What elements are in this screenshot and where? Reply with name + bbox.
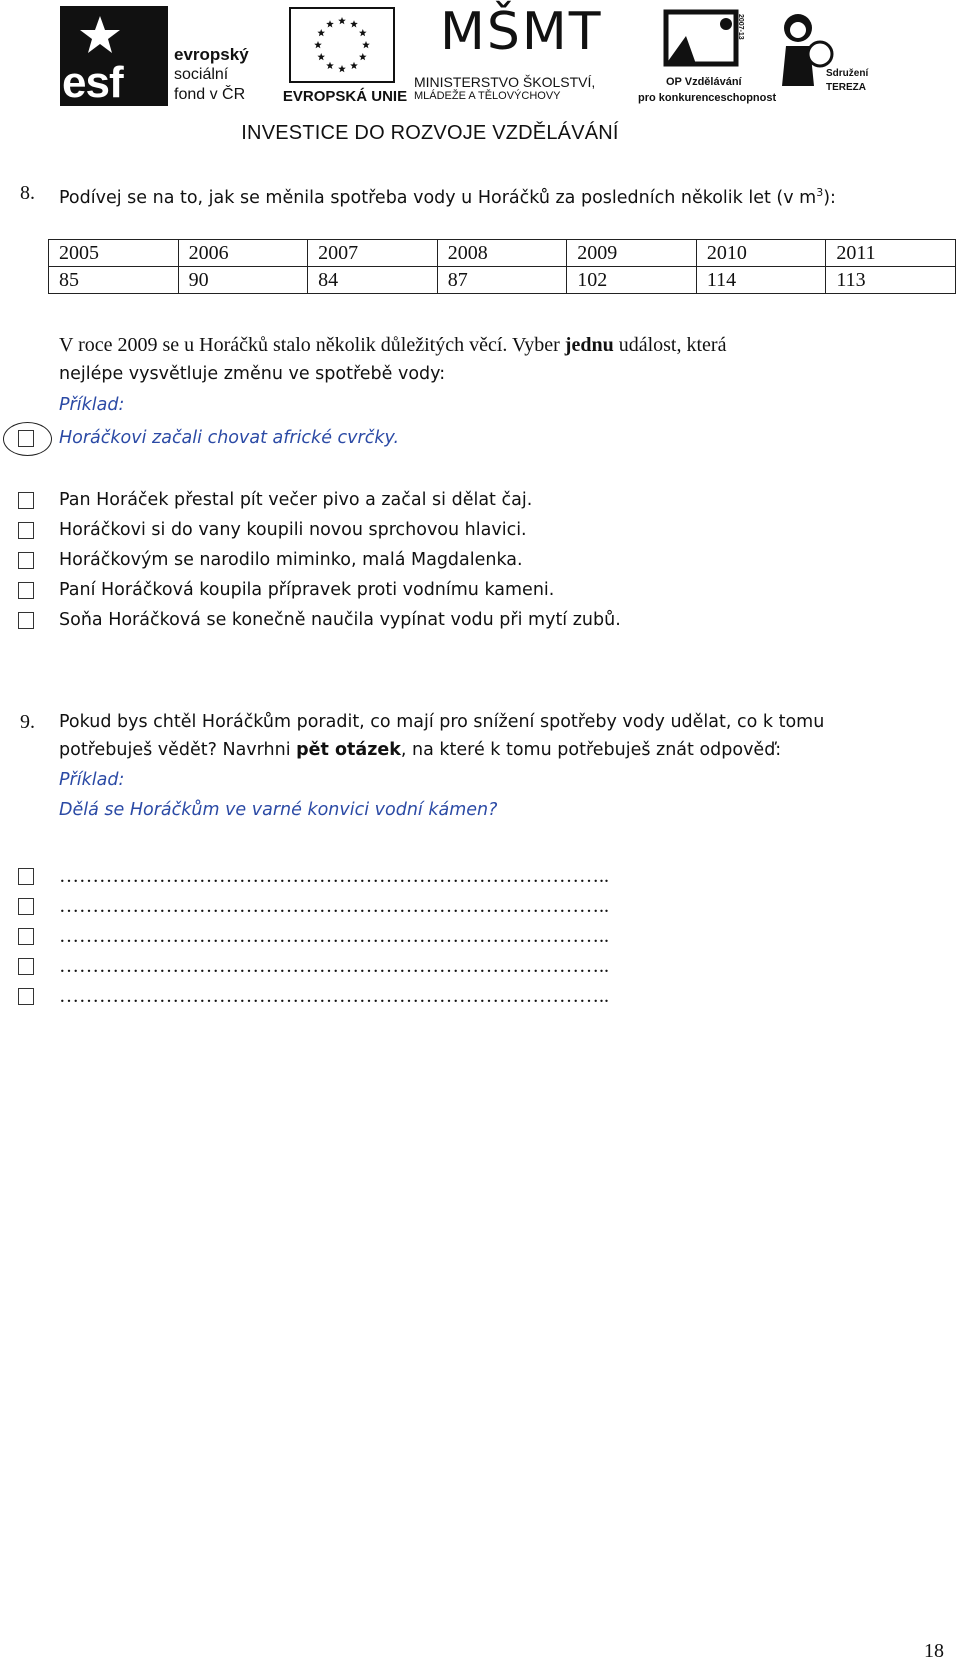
table-cell: 2007	[308, 240, 438, 267]
page-number: 18	[924, 1640, 944, 1662]
esf-mark-text: esf	[62, 58, 123, 107]
msmt-line1: MINISTERSTVO ŠKOLSTVÍ,	[414, 74, 596, 90]
option-checkbox[interactable]	[18, 492, 34, 509]
table-row	[49, 267, 956, 294]
answer-checkbox	[18, 958, 34, 975]
esf-line1: evropský	[174, 45, 249, 64]
msmt-mark: MŠMT	[440, 2, 603, 62]
option-label: Paní Horáčková koupila přípravek proti vodnímu kameni.	[59, 580, 555, 600]
table-cell: 2011	[826, 240, 956, 267]
q8-number: 8.	[20, 182, 35, 204]
msmt-logo	[412, 2, 630, 106]
eu-flag-icon	[280, 6, 410, 86]
example-checkbox	[18, 430, 34, 447]
tereza-line2: TEREZA	[826, 82, 866, 93]
table-cell: 2006	[178, 240, 308, 267]
msmt-line2: MLÁDEŽE A TĚLOVÝCHOVY	[414, 90, 561, 102]
tereza-logo	[776, 6, 886, 106]
q8-example-label: Příklad:	[59, 395, 125, 415]
opvk-line1: OP Vzdělávání	[666, 76, 742, 88]
option-checkbox[interactable]	[18, 582, 34, 599]
q9-number: 9.	[20, 711, 35, 733]
eu-label: EVROPSKÁ UNIE	[282, 88, 408, 105]
opvk-mark-icon	[636, 6, 776, 76]
table-cell: 114	[696, 267, 826, 294]
q9-line2: potřebuješ vědět? Navrhni pět otázek, na které k tomu potřebuješ znát odpověď:	[59, 740, 782, 760]
option-label: Soňa Horáčková se konečně naučila vypínat vodu při mytí zubů.	[59, 610, 621, 630]
answer-checkbox	[18, 988, 34, 1005]
table-cell: 2008	[437, 240, 567, 267]
answer-blank[interactable]: ………………………………………………………………………..	[59, 985, 609, 1007]
esf-logo	[60, 6, 260, 106]
option-checkbox[interactable]	[18, 522, 34, 539]
tereza-line1: Sdružení	[826, 68, 869, 79]
esf-line3: fond v ČR	[174, 86, 246, 103]
opvk-line2: pro konkurenceschopnost	[638, 92, 777, 104]
eu-logo	[280, 6, 410, 106]
opvk-logo	[636, 6, 776, 106]
table-cell: 2005	[49, 240, 179, 267]
slogan: INVESTICE DO ROZVOJE VZDĚLÁVÁNÍ	[241, 122, 619, 144]
answer-blank[interactable]: ………………………………………………………………………..	[59, 925, 609, 947]
esf-line2: sociální	[174, 66, 229, 83]
option-label: Horáčkovi si do vany koupili novou sprchovou hlavici.	[59, 520, 527, 540]
table-row	[49, 240, 956, 267]
q9-line1: Pokud bys chtěl Horáčkům poradit, co mají pro snížení spotřeby vody udělat, co k tomu	[59, 712, 825, 732]
answer-blank[interactable]: ………………………………………………………………………..	[59, 955, 609, 977]
answer-blank[interactable]: ………………………………………………………………………..	[59, 895, 609, 917]
answer-blank[interactable]: ………………………………………………………………………..	[59, 865, 609, 887]
option-checkbox[interactable]	[18, 612, 34, 629]
q9-example-label: Příklad:	[59, 770, 125, 790]
opvk-vertical: 2007-13	[737, 14, 744, 40]
table-cell: 87	[437, 267, 567, 294]
answer-checkbox	[18, 868, 34, 885]
table-cell: 84	[308, 267, 438, 294]
answer-checkbox	[18, 928, 34, 945]
table-cell: 85	[49, 267, 179, 294]
water-consumption-table	[48, 239, 956, 294]
table-cell: 113	[826, 267, 956, 294]
q9-example-text: Dělá se Horáčkům ve varné konvici vodní kámen?	[59, 800, 498, 820]
table-cell: 102	[567, 267, 697, 294]
option-label: Pan Horáček přestal pít večer pivo a začal si dělat čaj.	[59, 490, 533, 510]
option-label: Horáčkovým se narodilo miminko, malá Magdalenka.	[59, 550, 523, 570]
table-cell: 90	[178, 267, 308, 294]
table-cell: 2009	[567, 240, 697, 267]
q8-text: Podívej se na to, jak se měnila spotřeba vody u Horáčků za posledních několik let (v $m^3$):	[59, 186, 836, 208]
answer-checkbox	[18, 898, 34, 915]
option-checkbox[interactable]	[18, 552, 34, 569]
q8-example-text: Horáčkovi začali chovat africké cvrčky.	[59, 428, 400, 448]
table-cell: 2010	[696, 240, 826, 267]
q8-prompt-line2: nejlépe vysvětluje změnu ve spotřebě vody:	[59, 364, 446, 384]
q8-prompt: V roce 2009 se u Horáčků stalo několik důležitých věcí. Vyber jednu událost, která	[59, 334, 727, 356]
